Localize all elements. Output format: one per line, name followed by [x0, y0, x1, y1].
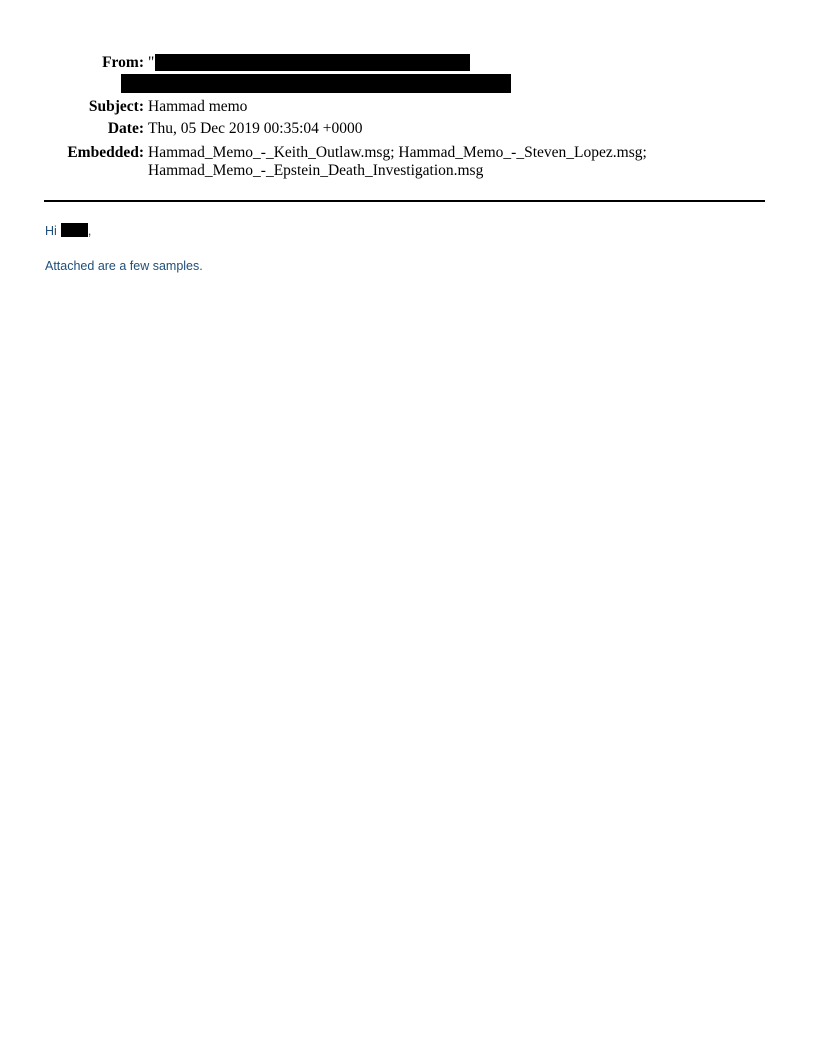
date-label: Date:: [107, 120, 144, 137]
body-line: Attached are a few samples.: [45, 259, 203, 273]
redaction-block: [61, 223, 88, 237]
subject-label: Subject:: [88, 98, 144, 115]
greeting-suffix: ,: [87, 224, 92, 238]
embedded-label: Embedded:: [67, 144, 144, 161]
from-row: [0, 52, 816, 74]
embedded-row: [0, 142, 816, 179]
subject-row: [0, 96, 816, 118]
subject-value: Hammad memo: [148, 98, 248, 115]
greeting-prefix: Hi: [45, 224, 57, 238]
date-row: [0, 118, 816, 140]
redaction-block: [121, 74, 511, 93]
date-value: Thu, 05 Dec 2019 00:35:04 +0000: [148, 120, 363, 137]
from-label: From:: [102, 54, 144, 71]
embedded-value: Hammad_Memo_-_Keith_Outlaw.msg; Hammad_Memo_-_Steven_Lopez.msg; Hammad_Memo_-_Epstein_Death_Investigation.msg: [148, 144, 647, 179]
header-divider: [44, 200, 765, 202]
greeting-line: [45, 223, 91, 238]
from-value-prefix: ": [148, 54, 155, 71]
redaction-block: [155, 54, 470, 71]
